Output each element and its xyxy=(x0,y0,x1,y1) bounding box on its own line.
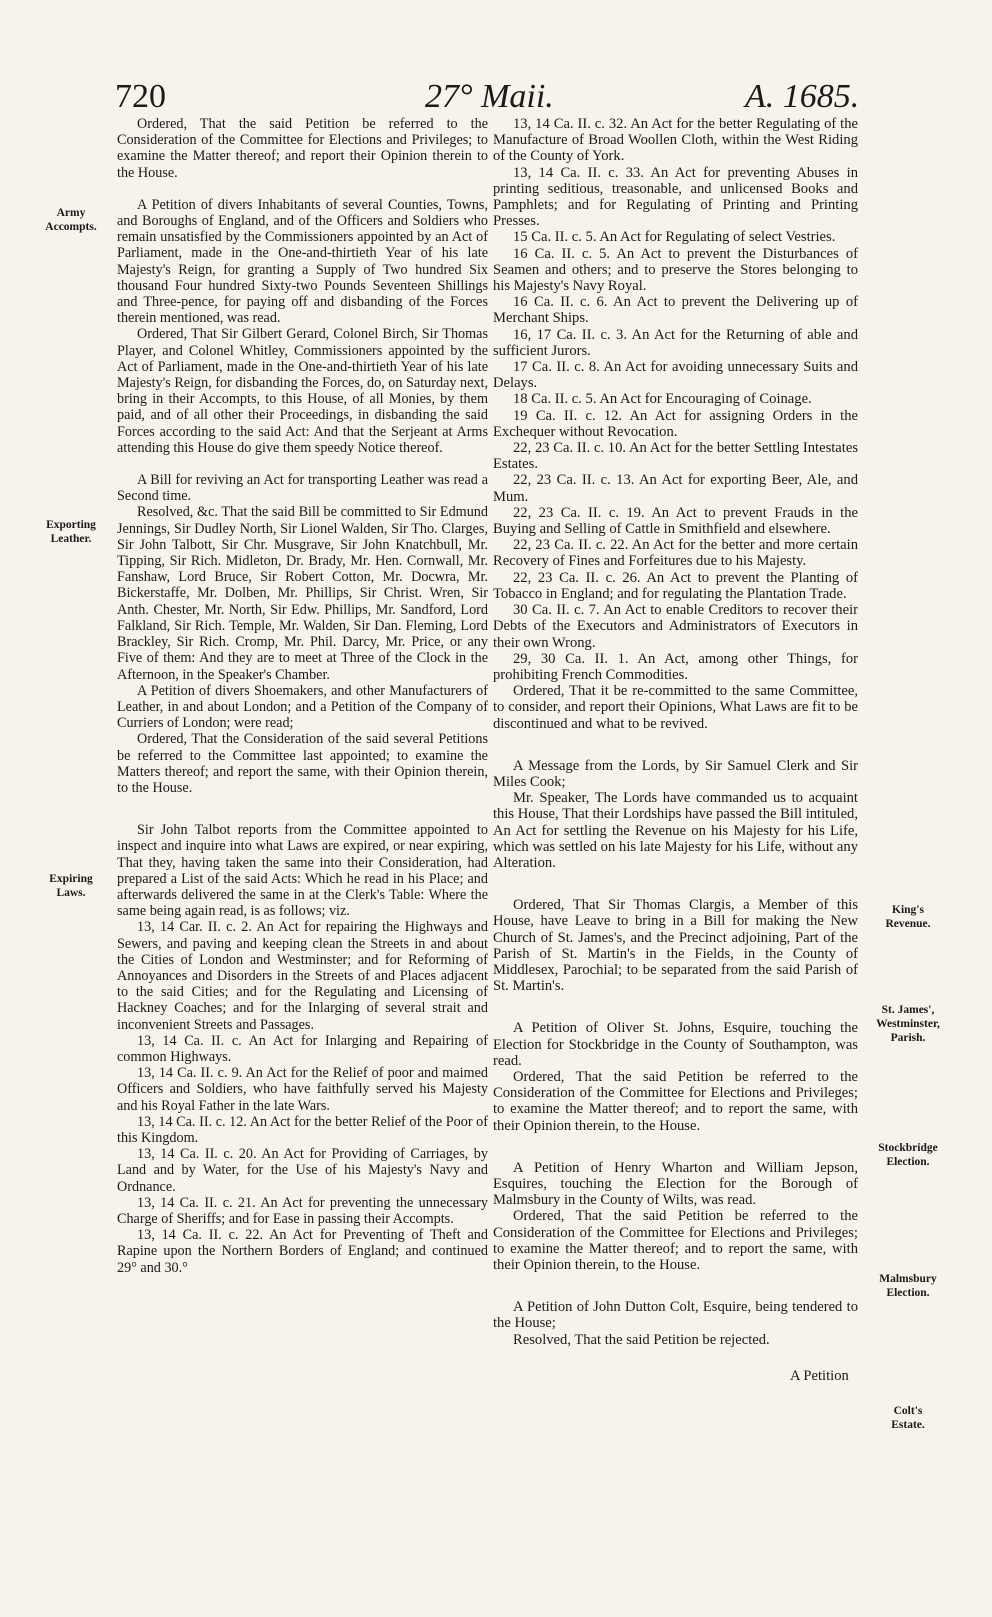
paragraph: 22, 23 Ca. II. c. 22. An Act for the better and more certain Recovery of Fines and Forfeitures due to his Majesty. xyxy=(493,537,858,570)
paragraph: A Petition of Henry Wharton and William Jepson, Esquires, touching the Election for the Borough of Malmsbury in the County of Wilts, was read. xyxy=(493,1159,858,1209)
paragraph: Ordered, That Sir Gilbert Gerard, Colonel Birch, Sir Thomas Player, and Colonel Whitley, Commissioners appointed by the Act of Parliament, made in the One-and-thirtieth Year of his late Majesty's Reign, for disbanding the Forces, do, on Saturday next, bring in their Accompts, to this House, of all Monies, by them paid, and of all other their Proceedings, in disbanding the said Forces according to the said Act: And that the Serjeant at Arms attending this House do give them speedy Notice thereof. xyxy=(117,326,488,456)
paragraph: 16, 17 Ca. II. c. 3. An Act for the Returning of able and sufficient Jurors. xyxy=(493,326,858,359)
paragraph: A Petition of John Dutton Colt, Esquire, being tendered to the House; xyxy=(493,1299,858,1332)
margin-note-stockbridge-election: Stockbridge Election. xyxy=(878,1142,938,1168)
paragraph: 16 Ca. II. c. 6. An Act to prevent the Delivering up of Merchant Ships. xyxy=(493,294,858,327)
right-column xyxy=(493,116,858,1348)
margin-note-kings-revenue: King's Revenue. xyxy=(885,904,931,930)
paragraph: 13, 14 Ca. II. c. 22. An Act for Preventing of Theft and Rapine upon the Northern Borders of England; and continued 29° and 30.° xyxy=(117,1227,488,1276)
paragraph: A Petition of Oliver St. Johns, Esquire, touching the Election for Stockbridge in the County of Southampton, was read. xyxy=(493,1020,858,1069)
paragraph: Ordered, That Sir Thomas Clargis, a Member of this House, have Leave to bring in a Bill for making the New Church of St. James's, and the Precinct adjoining, Part of the Parish of St. Martin's in the Fields, in the County of Middlesex, Parochial; to be separated from the said Parish of St. Martin's. xyxy=(493,897,858,995)
page-number: 720 xyxy=(115,78,166,115)
margin-note-exporting-leather: Exporting Leather. xyxy=(46,519,96,545)
paragraph: Ordered, That the said Petition be referred to the Consideration of the Committee for Elections and Privileges; to examine the Matter thereof; and report their Opinion therein to the House. xyxy=(117,116,488,181)
paragraph: 29, 30 Ca. II. 1. An Act, among other Things, for prohibiting French Commodities. xyxy=(493,650,858,683)
paragraph: A Message from the Lords, by Sir Samuel Clerk and Sir Miles Cook; xyxy=(493,757,858,790)
paragraph: Ordered, That the said Petition be referred to the Consideration of the Committee for Elections and Privileges; to examine the Matter thereof; and to report the same, with their Opinion therein, to the House. xyxy=(493,1068,858,1134)
paragraph: Ordered, That it be re-committed to the same Committee, to consider, and report their Opinions, What Laws are fit to be discontinued and what to be revived. xyxy=(493,683,858,732)
paragraph: Ordered, That the said Petition be referred to the Consideration of the Committee for Elections and Privileges; to examine the Matter thereof; and to report the same, with their Opinion therein, to the House. xyxy=(493,1208,858,1273)
paragraph: 13, 14 Ca. II. c. 20. An Act for Providing of Carriages, by Land and by Water, for the Use of his Majesty's Navy and Ordnance. xyxy=(117,1146,488,1195)
margin-note-army-accompts: Army Accompts. xyxy=(45,207,97,233)
paragraph: 19 Ca. II. c. 12. An Act for assigning Orders in the Exchequer without Revocation. xyxy=(493,407,858,440)
paragraph: A Bill for reviving an Act for transporting Leather was read a Second time. xyxy=(117,472,488,505)
paragraph: 13, 14 Ca. II. c. An Act for Inlarging and Repairing of common Highways. xyxy=(117,1032,488,1065)
page-date: 27° Maii. xyxy=(425,78,554,115)
page-year: A. 1685. xyxy=(745,78,860,115)
catchword: A Petition xyxy=(790,1368,849,1384)
paragraph: 13, 14 Ca. II. c. 32. An Act for the better Regulating of the Manufacture of Broad Woollen Cloth, within the West Riding of the County of York. xyxy=(493,116,858,165)
margin-note-expiring-laws: Expiring Laws. xyxy=(49,873,93,899)
paragraph: 13, 14 Ca. II. c. 12. An Act for the better Relief of the Poor of this Kingdom. xyxy=(117,1113,488,1146)
margin-note-colts-estate: Colt's Estate. xyxy=(891,1405,925,1431)
paragraph: 22, 23 Ca. II. c. 10. An Act for the better Settling Intestates Estates. xyxy=(493,440,858,473)
paragraph: 13, 14 Ca. II. c. 9. An Act for the Relief of poor and maimed Officers and Soldiers, who have faithfully served his Majesty and his Royal Father in the late Wars. xyxy=(117,1065,488,1114)
paragraph: 22, 23 Ca. II. c. 19. An Act to prevent Frauds in the Buying and Selling of Cattle in Smithfield and elsewhere. xyxy=(493,504,858,538)
left-column xyxy=(117,116,488,1276)
paragraph: 13, 14 Ca. II. c. 21. An Act for preventing the unnecessary Charge of Sheriffs; and for Ease in passing their Accompts. xyxy=(117,1194,488,1227)
paragraph: 13, 14 Car. II. c. 2. An Act for repairing the Highways and Sewers, and paving and keeping clean the Streets in and about the Cities of London and Westminster; and for Reforming of Annoyances and Disorders in the Streets of and Places adjacent to the said Cities; and for the Regulating and Licensing of Hackney Coaches; and for the Inlarging of several strait and inconvenient Streets and Passages. xyxy=(117,919,488,1033)
paragraph: 22, 23 Ca. II. c. 26. An Act to prevent the Planting of Tobacco in England; and for regulating the Plantation Trade. xyxy=(493,569,858,602)
paragraph: 18 Ca. II. c. 5. An Act for Encouraging of Coinage. xyxy=(513,391,812,408)
paragraph: 30 Ca. II. c. 7. An Act to enable Creditors to recover their Debts of the Executors and Administrators of Executors in their own Wrong. xyxy=(493,602,858,651)
paragraph: Resolved, That the said Petition be rejected. xyxy=(513,1331,770,1348)
paragraph: 16 Ca. II. c. 5. An Act to prevent the Disturbances of Seamen and others; and to preserve the Stores belonging to his Majesty's Navy Royal. xyxy=(493,245,858,295)
paragraph: Sir John Talbot reports from the Committee appointed to inspect and inquire into what Laws are expired, or near expiring, That they, having taken the same into their Consideration, had prepared a List of the said Acts: Which he read in his Place; and afterwards delivered the same in at the Clerk's Table: Where the same being again read, is as follows; viz. xyxy=(117,822,488,920)
margin-note-malmsbury-election: Malmsbury Election. xyxy=(879,1273,937,1299)
paragraph: Mr. Speaker, The Lords have commanded us to acquaint this House, That their Lordships have passed the Bill intituled, An Act for settling the Revenue on his Majesty for his Life, which was settled on his late Majesty for his Life, without any Alteration. xyxy=(493,790,858,871)
paragraph: 22, 23 Ca. II. c. 13. An Act for exporting Beer, Ale, and Mum. xyxy=(493,472,858,505)
paragraph: A Petition of divers Shoemakers, and other Manufacturers of Leather, in and about London; and a Petition of the Company of Curriers of London; were read; xyxy=(117,682,488,732)
paragraph: Ordered, That the Consideration of the said several Petitions be referred to the Committee last appointed; to examine the Matters thereof; and report the same, with their Opinion therein, to the House. xyxy=(117,731,488,796)
paragraph: 15 Ca. II. c. 5. An Act for Regulating of select Vestries. xyxy=(513,229,836,246)
paragraph: 13, 14 Ca. II. c. 33. An Act for preventing Abuses in printing seditious, treasonable, and unlicensed Books and Pamphlets; and for Regulating of Printing and Printing Presses. xyxy=(493,164,858,230)
paragraph: Resolved, &c. That the said Bill be committed to Sir Edmund Jennings, Sir Dudley North, Sir Lionel Walden, Sir Tho. Clarges, Sir John Talbott, Sir Chr. Musgrave, Sir John Knatchbull, Mr. Tipping, Sir Rich. Midleton, Dr. Brady, Mr. Hen. Cornwall, Mr. Fanshaw, Lord Bruce, Sir Robert Cotton, Mr. Docwra, Mr. Bickerstaffe, Mr. Dolben, Mr. Phillips, Sir Christ. Wren, Sir Anth. Chester, Mr. North, Sir Edw. Phillips, Mr. Sandford, Lord Falkland, Sir Rich. Temple, Mr. Walden, Sir Dan. Fleming, Lord Brackley, Sir Rich. Cromp, Mr. Phil. Darcy, Mr. Price, or any Five of them: And they are to meet at Three of the Clock in the Afternoon, in the Speaker's Chamber. xyxy=(117,504,488,683)
paragraph: 17 Ca. II. c. 8. An Act for avoiding unnecessary Suits and Delays. xyxy=(493,359,858,392)
margin-note-st-james-parish: St. James', Westminster, Parish. xyxy=(876,1004,940,1044)
paragraph: A Petition of divers Inhabitants of several Counties, Towns, and Boroughs of England, and of the Officers and Soldiers who remain unsatisfied by the Commissioners appointed by an Act of Parliament, made in the One-and-thirtieth Year of his late Majesty's Reign, for granting a Supply of Two hundred Six thousand Four hundred Sixty-two Pounds Seventeen Shillings and Three-pence, for paying off and disbanding of the Forces therein mentioned, was read. xyxy=(117,196,488,327)
